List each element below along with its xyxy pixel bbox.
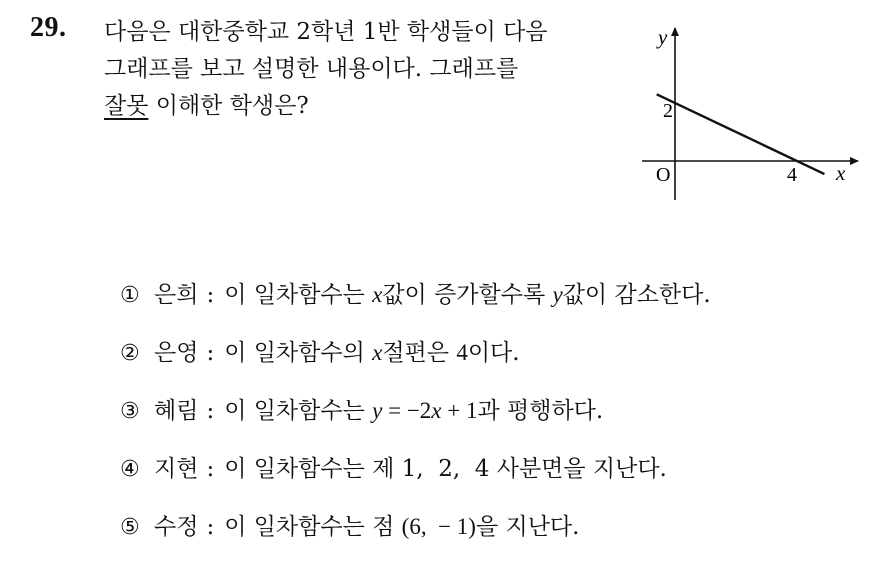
stem-line-3 [104, 88, 624, 125]
separator-colon: : [206, 514, 215, 540]
choice-4[interactable] [120, 450, 711, 508]
choice-number: ② [120, 341, 140, 366]
choice-statement [224, 508, 579, 541]
choice-statement [224, 334, 519, 367]
statement-text: 이 일차함수는 제 1, 2, 4 사분면을 지난다. [224, 456, 667, 482]
student-name: 지현 [154, 456, 199, 482]
math-variable: x [372, 340, 383, 365]
question-number: 29. [30, 12, 67, 43]
statement-text: 절편은 [382, 340, 457, 366]
student-name: 은영 [154, 340, 199, 366]
choice-statement [224, 450, 667, 483]
x-intercept-label: 4 [787, 164, 797, 186]
separator-colon: : [206, 456, 215, 482]
math-expression: (6, − 1) [401, 514, 476, 539]
student-name: 혜림 [154, 398, 199, 424]
choice-statement [224, 392, 603, 425]
statement-text: 을 지난다. [475, 514, 580, 540]
statement-text: 값이 증가할수록 [382, 282, 553, 308]
choice-number: ④ [120, 457, 140, 482]
choice-5[interactable] [120, 508, 711, 566]
function-line [657, 94, 825, 174]
stem-line-3-rest: 이해한 학생은? [148, 93, 309, 119]
separator-colon: : [206, 282, 215, 308]
student-name: 수정 [154, 514, 199, 540]
choice-3[interactable] [120, 392, 711, 450]
choice-number: ① [120, 283, 140, 308]
origin-label: O [656, 164, 671, 186]
choice-statement [224, 276, 710, 309]
y-intercept-label: 2 [663, 100, 673, 122]
stem-line-2: 그래프를 보고 설명한 내용이다. 그래프를 [104, 56, 519, 82]
choice-2[interactable] [120, 334, 711, 392]
statement-text: 이 일차함수는 [224, 282, 373, 308]
math-variable: y [372, 398, 383, 423]
statement-text: 이 일차함수의 [224, 340, 373, 366]
statement-text: 이 일차함수는 [224, 398, 373, 424]
student-name: 은희 [154, 282, 199, 308]
math-variable: x [431, 398, 442, 423]
statement-text: 이 일차함수는 점 [224, 514, 402, 540]
statement-text: 이다. [467, 340, 520, 366]
y-axis-label: y [658, 25, 668, 49]
separator-colon: : [206, 398, 215, 424]
statement-text: 과 평행하다. [477, 398, 604, 424]
answer-choices [120, 276, 711, 566]
math-expression: 4 [456, 340, 468, 365]
stem-line-1: 다음은 대한중학교 2학년 1반 학생들이 다음 [104, 19, 548, 45]
math-variable: y [552, 282, 563, 307]
emphasis-underlined-word: 잘못 [104, 93, 149, 119]
linear-function-graph [630, 22, 870, 202]
x-axis-label: x [836, 161, 846, 185]
question-stem [104, 14, 624, 125]
plot-layer [657, 94, 825, 174]
choice-number: ⑤ [120, 515, 140, 540]
math-expression: + 1 [441, 398, 478, 423]
choice-number: ③ [120, 399, 140, 424]
statement-text: 값이 감소한다. [562, 282, 711, 308]
math-variable: x [372, 282, 383, 307]
separator-colon: : [206, 340, 215, 366]
math-expression: = −2 [382, 398, 432, 423]
choice-1[interactable] [120, 276, 711, 334]
